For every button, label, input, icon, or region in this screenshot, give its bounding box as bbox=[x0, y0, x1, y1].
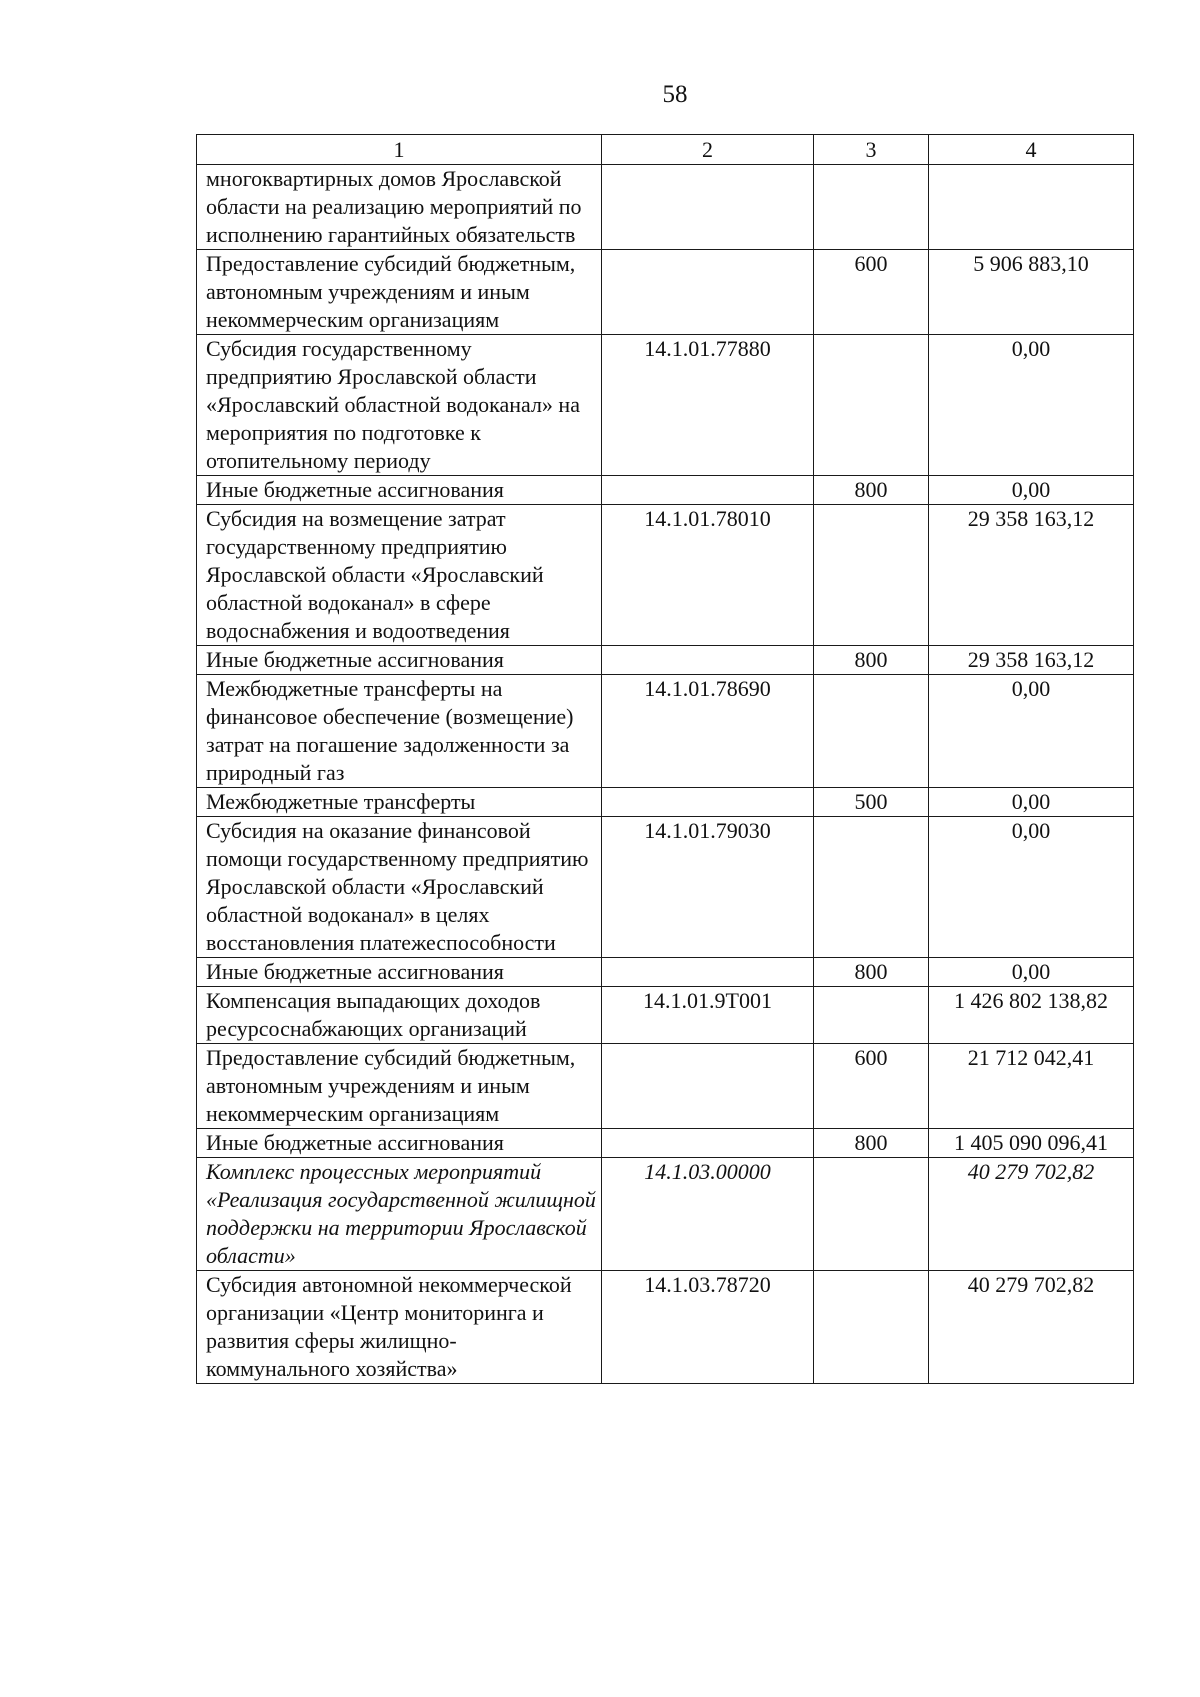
row-name-cell: Иные бюджетные ассигнования bbox=[197, 646, 602, 675]
row-expense-type-cell bbox=[814, 817, 929, 958]
row-amount-cell: 0,00 bbox=[929, 788, 1134, 817]
table-row bbox=[197, 675, 1134, 788]
table-row bbox=[197, 165, 1134, 250]
row-expense-type-cell: 800 bbox=[814, 1129, 929, 1158]
row-code-cell bbox=[602, 165, 814, 250]
row-amount-cell: 40 279 702,82 bbox=[929, 1158, 1134, 1271]
row-name-cell: Комплекс процессных мероприятий «Реализация государственной жилищной поддержки на территории Ярославской области» bbox=[197, 1158, 602, 1271]
row-amount-cell: 29 358 163,12 bbox=[929, 646, 1134, 675]
column-header-3: 3 bbox=[814, 135, 929, 165]
row-expense-type-cell bbox=[814, 675, 929, 788]
row-amount-cell: 0,00 bbox=[929, 958, 1134, 987]
table-row bbox=[197, 476, 1134, 505]
table-row bbox=[197, 958, 1134, 987]
row-amount-cell: 0,00 bbox=[929, 335, 1134, 476]
row-code-cell: 14.1.01.79030 bbox=[602, 817, 814, 958]
row-code-cell: 14.1.03.78720 bbox=[602, 1271, 814, 1384]
table-row bbox=[197, 646, 1134, 675]
row-name-cell: Иные бюджетные ассигнования bbox=[197, 1129, 602, 1158]
row-name-cell: Субсидия на оказание финансовой помощи государственному предприятию Ярославской области «Ярославский областной водоканал» в целях восстановления платежеспособности bbox=[197, 817, 602, 958]
row-expense-type-cell bbox=[814, 505, 929, 646]
row-code-cell bbox=[602, 788, 814, 817]
row-code-cell: 14.1.03.00000 bbox=[602, 1158, 814, 1271]
row-name-cell: Компенсация выпадающих доходов ресурсоснабжающих организаций bbox=[197, 987, 602, 1044]
row-expense-type-cell: 800 bbox=[814, 476, 929, 505]
table-body bbox=[197, 165, 1134, 1384]
row-expense-type-cell: 500 bbox=[814, 788, 929, 817]
row-amount-cell: 29 358 163,12 bbox=[929, 505, 1134, 646]
row-amount-cell: 0,00 bbox=[929, 817, 1134, 958]
row-code-cell: 14.1.01.78010 bbox=[602, 505, 814, 646]
row-expense-type-cell: 600 bbox=[814, 250, 929, 335]
row-expense-type-cell bbox=[814, 165, 929, 250]
row-expense-type-cell bbox=[814, 1271, 929, 1384]
row-name-cell: Субсидия на возмещение затрат государственному предприятию Ярославской области «Ярославский областной водоканал» в сфере водоснабжения и водоотведения bbox=[197, 505, 602, 646]
column-header-4: 4 bbox=[929, 135, 1134, 165]
row-code-cell bbox=[602, 958, 814, 987]
row-code-cell bbox=[602, 1129, 814, 1158]
row-code-cell: 14.1.01.77880 bbox=[602, 335, 814, 476]
row-amount-cell: 0,00 bbox=[929, 476, 1134, 505]
table-row bbox=[197, 987, 1134, 1044]
row-name-cell: Иные бюджетные ассигнования bbox=[197, 958, 602, 987]
row-amount-cell: 0,00 bbox=[929, 675, 1134, 788]
row-name-cell: многоквартирных домов Ярославской области на реализацию мероприятий по исполнению гарантийных обязательств bbox=[197, 165, 602, 250]
row-amount-cell bbox=[929, 165, 1134, 250]
table-row bbox=[197, 788, 1134, 817]
row-code-cell bbox=[602, 250, 814, 335]
row-code-cell bbox=[602, 646, 814, 675]
row-code-cell bbox=[602, 476, 814, 505]
row-expense-type-cell: 600 bbox=[814, 1044, 929, 1129]
row-name-cell: Иные бюджетные ассигнования bbox=[197, 476, 602, 505]
row-code-cell: 14.1.01.78690 bbox=[602, 675, 814, 788]
row-expense-type-cell bbox=[814, 1158, 929, 1271]
table-row bbox=[197, 1271, 1134, 1384]
row-expense-type-cell bbox=[814, 987, 929, 1044]
row-expense-type-cell: 800 bbox=[814, 958, 929, 987]
table-header-row bbox=[197, 135, 1134, 165]
column-header-1: 1 bbox=[197, 135, 602, 165]
row-code-cell: 14.1.01.9Т001 bbox=[602, 987, 814, 1044]
row-expense-type-cell: 800 bbox=[814, 646, 929, 675]
table-row bbox=[197, 335, 1134, 476]
table-row bbox=[197, 817, 1134, 958]
row-code-cell bbox=[602, 1044, 814, 1129]
table-row bbox=[197, 1158, 1134, 1271]
row-amount-cell: 21 712 042,41 bbox=[929, 1044, 1134, 1129]
row-amount-cell: 1 426 802 138,82 bbox=[929, 987, 1134, 1044]
table-row bbox=[197, 1044, 1134, 1129]
page-number: 58 bbox=[662, 81, 688, 108]
row-amount-cell: 5 906 883,10 bbox=[929, 250, 1134, 335]
row-name-cell: Предоставление субсидий бюджетным, автономным учреждениям и иным некоммерческим организациям bbox=[197, 1044, 602, 1129]
row-amount-cell: 1 405 090 096,41 bbox=[929, 1129, 1134, 1158]
row-name-cell: Субсидия государственному предприятию Ярославской области «Ярославский областной водоканал» на мероприятия по подготовке к отопительному периоду bbox=[197, 335, 602, 476]
row-name-cell: Субсидия автономной некоммерческой организации «Центр мониторинга и развития сферы жилищно-коммунального хозяйства» bbox=[197, 1271, 602, 1384]
row-name-cell: Межбюджетные трансферты bbox=[197, 788, 602, 817]
budget-table bbox=[196, 134, 1134, 1384]
row-amount-cell: 40 279 702,82 bbox=[929, 1271, 1134, 1384]
column-header-2: 2 bbox=[602, 135, 814, 165]
row-expense-type-cell bbox=[814, 335, 929, 476]
table-row bbox=[197, 1129, 1134, 1158]
table-row bbox=[197, 250, 1134, 335]
table-row bbox=[197, 505, 1134, 646]
row-name-cell: Предоставление субсидий бюджетным, автономным учреждениям и иным некоммерческим организациям bbox=[197, 250, 602, 335]
row-name-cell: Межбюджетные трансферты на финансовое обеспечение (возмещение) затрат на погашение задолженности за природный газ bbox=[197, 675, 602, 788]
